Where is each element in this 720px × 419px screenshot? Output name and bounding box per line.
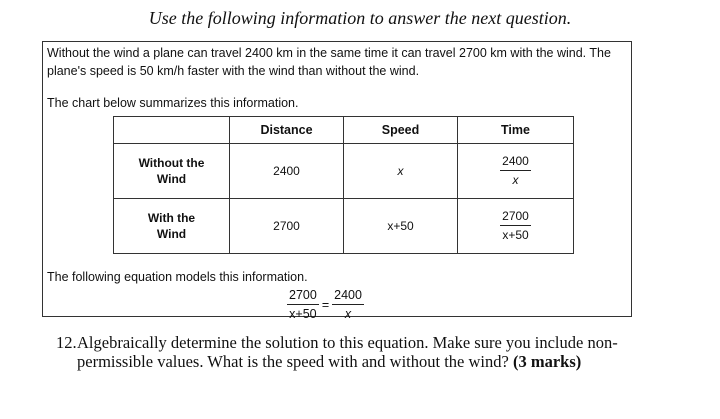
fraction-numerator: 2700 xyxy=(500,209,531,226)
row-label-with-wind xyxy=(114,199,230,254)
table-header-row xyxy=(114,117,574,144)
time-fraction xyxy=(500,154,531,188)
table-row-without-wind xyxy=(114,144,574,199)
table-header-distance: Distance xyxy=(230,117,344,144)
distance-without-wind: 2400 xyxy=(230,144,344,199)
table-header-time: Time xyxy=(458,117,574,144)
row-label-line1: With the xyxy=(147,211,196,225)
equals-sign: = xyxy=(321,298,330,312)
question-text: Algebraically determine the solution to this equation. Make sure you include non-permissible values. What is the speed with and without the wind? xyxy=(77,333,618,371)
table-header-empty xyxy=(114,117,230,144)
row-label-line2: Wind xyxy=(156,172,187,186)
summary-table xyxy=(113,116,574,254)
fraction-denominator: x+50 xyxy=(502,228,529,242)
question-number: 12. xyxy=(56,333,77,352)
row-label-without-wind xyxy=(114,144,230,199)
time-with-wind xyxy=(458,199,574,254)
fraction-numerator: 2400 xyxy=(500,154,531,171)
equation-right-fraction xyxy=(332,288,364,322)
fraction-denominator: x xyxy=(512,173,519,187)
question-marks: (3 marks) xyxy=(512,352,582,371)
equation-note: The following equation models this information. xyxy=(47,270,308,284)
instruction-heading: Use the following information to answer the next question. xyxy=(148,8,572,28)
row-label-line2: Wind xyxy=(156,227,187,241)
speed-without-wind: x xyxy=(344,144,458,199)
fraction-numerator: 2700 xyxy=(287,288,319,305)
fraction-denominator: x+50 xyxy=(289,307,317,321)
distance-with-wind: 2700 xyxy=(230,199,344,254)
row-label-line1: Without the xyxy=(138,156,205,170)
model-equation xyxy=(287,288,364,322)
table-header-speed: Speed xyxy=(344,117,458,144)
chart-note: The chart below summarizes this information. xyxy=(47,96,299,110)
equation-left-fraction xyxy=(287,288,319,322)
question-body xyxy=(77,333,637,371)
fraction-numerator: 2400 xyxy=(332,288,364,305)
speed-with-wind: x+50 xyxy=(344,199,458,254)
table-row-with-wind xyxy=(114,199,574,254)
time-fraction xyxy=(500,209,531,243)
problem-statement: Without the wind a plane can travel 2400 km in the same time it can travel 2700 km with the wind. The plane's speed is 50 km/h faster with the wind than without the wind. xyxy=(47,46,611,78)
time-without-wind xyxy=(458,144,574,199)
fraction-denominator: x xyxy=(344,307,352,321)
information-box xyxy=(42,41,632,321)
